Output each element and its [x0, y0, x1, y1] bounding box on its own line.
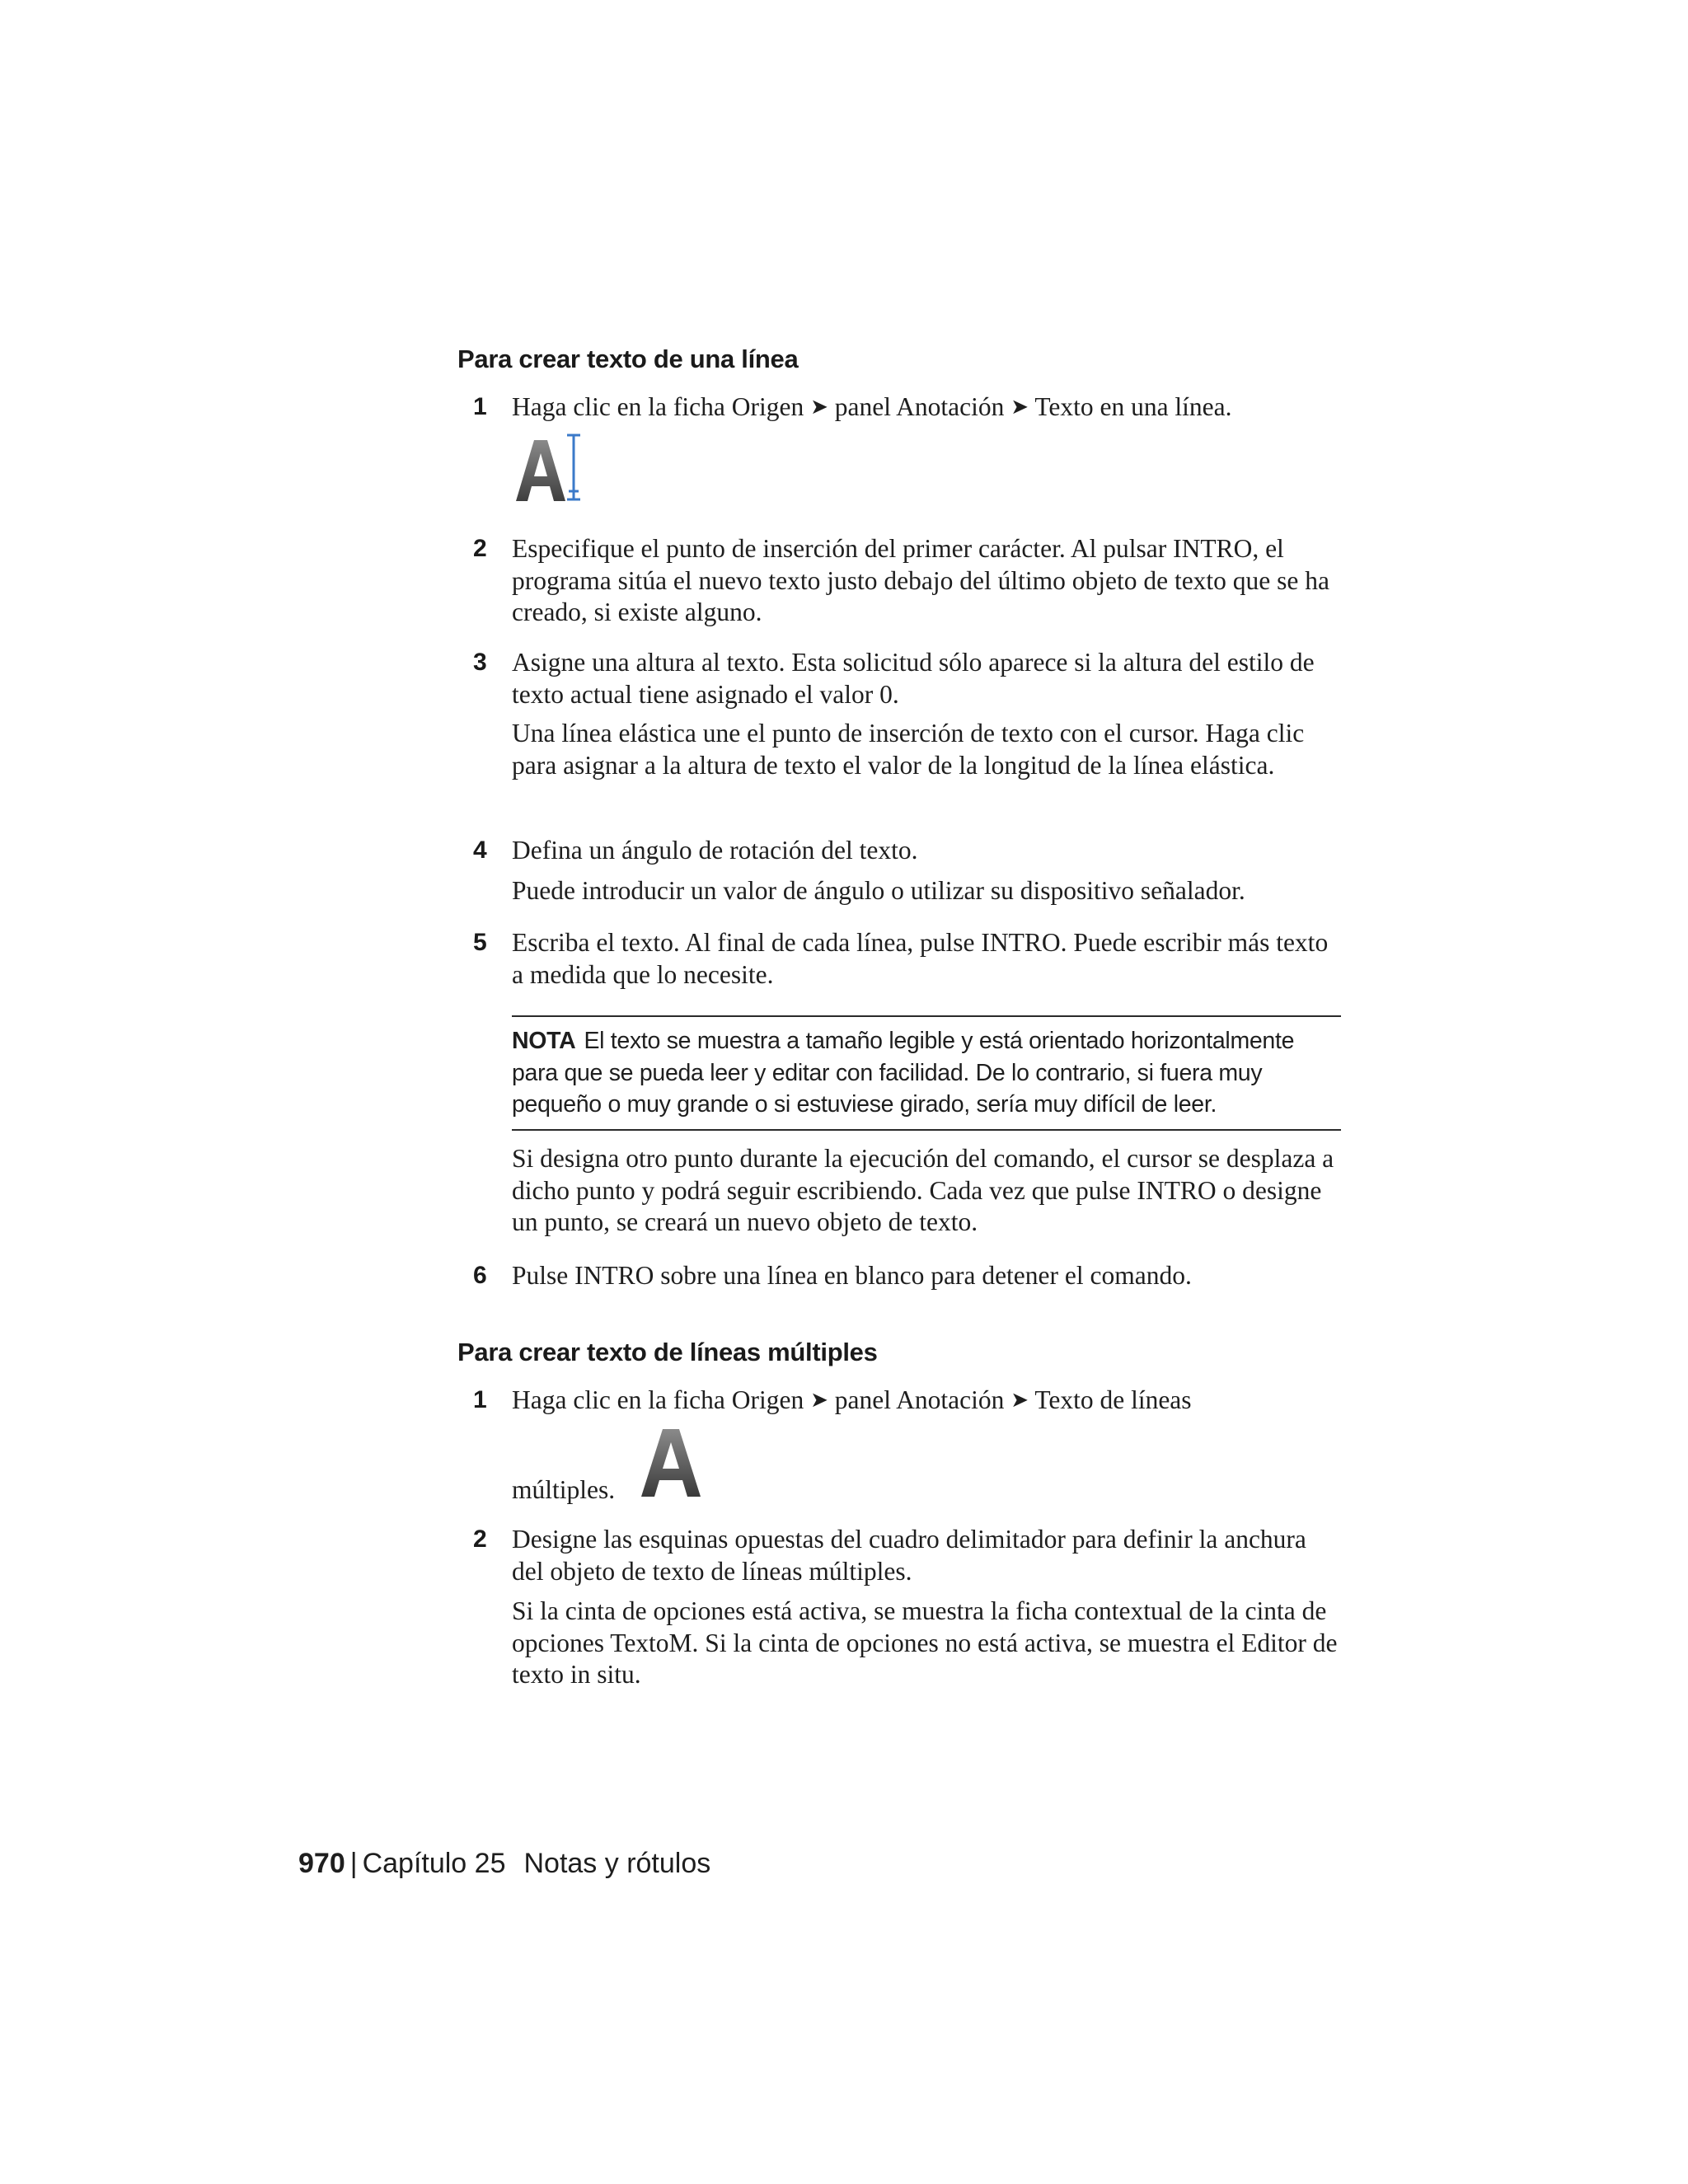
- multiline-text-icon: [638, 1424, 706, 1504]
- step-text: Asigne una altura al texto. Esta solicitud sólo aparece si la altura del estilo de texto actual tiene asignado el valor 0.: [512, 648, 1315, 709]
- menu-arrow-icon: ➤: [1010, 1388, 1029, 1412]
- footer-separator: |: [349, 1848, 358, 1879]
- step-number: 5: [473, 929, 487, 956]
- step-text-part: Texto de líneas: [1034, 1385, 1192, 1414]
- step-number: 2: [473, 1526, 487, 1553]
- step-text-part: Haga clic en la ficha Origen: [512, 1385, 804, 1414]
- step-paragraph: Si la cinta de opciones está activa, se muestra la ficha contextual de la cinta de opciones TextoM. Si la cinta de opciones no está activa, se muestra el Editor de texto in situ.: [512, 1596, 1338, 1689]
- step-text: [512, 391, 1344, 425]
- note-text: El texto se muestra a tamaño legible y está orientado horizontalmente para que se pueda leer y editar con facilidad. De lo contrario, si fuera muy pequeño o muy grande o si estuviese girado, sería muy difícil de leer.: [512, 1028, 1295, 1118]
- step-text-part: panel Anotación: [834, 392, 1005, 421]
- step-number: 1: [473, 1386, 487, 1413]
- step-text-continued: múltiples.: [512, 1475, 616, 1504]
- step-text: Designe las esquinas opuestas del cuadro delimitador para definir la anchura del objeto de texto de líneas múltiples.: [512, 1525, 1306, 1586]
- step-number: 4: [473, 837, 487, 864]
- chapter-label: Capítulo 25: [362, 1848, 506, 1879]
- section-heading-multiline: Para crear texto de líneas múltiples: [457, 1338, 878, 1366]
- menu-arrow-icon: ➤: [1010, 395, 1029, 419]
- step-text: Especifique el punto de inserción del primer carácter. Al pulsar INTRO, el programa sitúa el nuevo texto justo debajo del último objeto de texto que se ha creado, si existe alguno.: [512, 534, 1330, 626]
- step-text-part: Texto en una línea.: [1034, 392, 1232, 421]
- note-box: [512, 1015, 1341, 1131]
- single-line-text-icon: [514, 432, 588, 510]
- step-text: Escriba el texto. Al final de cada línea, pulse INTRO. Puede escribir más texto a medida que lo necesite.: [512, 928, 1329, 989]
- page-number: 970: [298, 1848, 345, 1879]
- step-number: 3: [473, 649, 487, 676]
- note-label: NOTA: [512, 1028, 576, 1054]
- step-text: Pulse INTRO sobre una línea en blanco para detener el comando.: [512, 1261, 1192, 1290]
- step-number: 6: [473, 1262, 487, 1289]
- step-text-part: Haga clic en la ficha Origen: [512, 392, 804, 421]
- step-number: 2: [473, 535, 487, 562]
- menu-arrow-icon: ➤: [810, 1388, 828, 1412]
- step-paragraph: Una línea elástica une el punto de inserción de texto con el cursor. Haga clic para asignar a la altura de texto el valor de la longitud de la línea elástica.: [512, 719, 1305, 780]
- step-paragraph: Si designa otro punto durante la ejecución del comando, el cursor se desplaza a dicho punto y podrá seguir escribiendo. Cada vez que pulse INTRO o designe un punto, se creará un nuevo objeto de texto.: [512, 1144, 1334, 1236]
- chapter-title: Notas y rótulos: [523, 1848, 711, 1879]
- step-paragraph: Puede introducir un valor de ángulo o utilizar su dispositivo señalador.: [512, 876, 1245, 905]
- step-number: 1: [473, 393, 487, 420]
- menu-arrow-icon: ➤: [810, 395, 828, 419]
- step-text: Defina un ángulo de rotación del texto.: [512, 836, 918, 865]
- page-footer: [298, 1848, 710, 1880]
- step-text-part: panel Anotación: [834, 1385, 1005, 1414]
- step-text: [512, 1385, 1344, 1418]
- section-heading-single-line: Para crear texto de una línea: [457, 344, 799, 373]
